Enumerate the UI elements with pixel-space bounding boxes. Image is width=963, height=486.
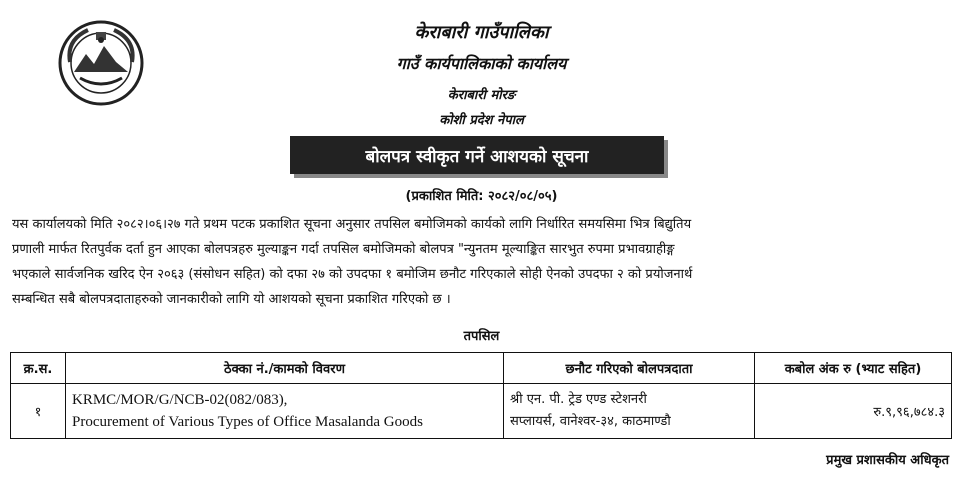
office-name: केराबारी गाउँपालिका bbox=[414, 22, 549, 43]
notice-body-line: यस कार्यालयको मिति २०८२।०६।२७ गते प्रथम पटक प्रकाशित सूचना अनुसार तपसिल बमोजिमको कार्यको लागि निर्धारित समयसिमा भित्र बिद्युतिय bbox=[12, 217, 692, 232]
bidder-name: श्री एन. पी. ट्रेड एण्ड स्टेशनरी bbox=[510, 392, 647, 407]
contract-description: Procurement of Various Types of Office Masalanda Goods bbox=[72, 414, 423, 430]
col-header-sn: क्र.स. bbox=[11, 353, 66, 384]
col-header-amount: कबोल अंक रु (भ्याट सहित) bbox=[755, 353, 952, 384]
bidder-address: सप्लायर्स, वानेश्वर-३४, काठमाण्डौ bbox=[510, 414, 671, 429]
table-header-row bbox=[11, 353, 952, 384]
cell-amount: रु.९,९६,७८४.३ bbox=[755, 384, 952, 439]
col-header-bidder: छनौट गरिएको बोलपत्रदाता bbox=[504, 353, 755, 384]
cell-bidder bbox=[504, 384, 755, 439]
cell-contract bbox=[66, 384, 504, 439]
published-date: (प्रकाशित मिति: २०८२/०८/०५) bbox=[405, 189, 558, 204]
table-row bbox=[11, 384, 952, 439]
schedule-heading: तपसिल bbox=[463, 329, 500, 344]
office-location: केराबारी मोरङ bbox=[447, 88, 516, 103]
bid-table bbox=[10, 352, 952, 439]
notice-body-line: प्रणाली मार्फत रितपुर्वक दर्ता हुन आएका बोलपत्रहरु मुल्याङ्कन गर्दा तपसिल बमोजिमको बोलपत्र "न्युनतम मूल्याङ्कित सारभुत रुपमा प्रभावग्राहीङ्ग bbox=[12, 242, 675, 257]
notice-title: बोलपत्र स्वीकृत गर्ने आशयको सूचना bbox=[290, 136, 664, 174]
office-subtitle: गाउँ कार्यपालिकाको कार्यालय bbox=[396, 54, 567, 73]
notice-body-line: सम्बन्धित सबै बोलपत्रदाताहरुको जानकारीको लागि यो आशयको सूचना प्रकाशित गरिएको छ । bbox=[12, 292, 451, 307]
col-header-contract: ठेक्का नं./कामको विवरण bbox=[66, 353, 504, 384]
notice-body-line: भएकाले सार्वजनिक खरिद ऐन २०६३ (संसोधन सहित) को दफा २७ को उपदफा १ बमोजिम छनौट गरिएकाले सोही ऐनको उपदफा २ को प्रयोजनार्थ bbox=[12, 267, 693, 282]
signatory: प्रमुख प्रशासकीय अधिकृत bbox=[826, 453, 949, 468]
office-province: कोशी प्रदेश नेपाल bbox=[439, 113, 524, 128]
cell-sn: १ bbox=[11, 384, 66, 439]
contract-number: KRMC/MOR/G/NCB-02(082/083), bbox=[72, 392, 288, 408]
notice-body bbox=[12, 212, 950, 312]
